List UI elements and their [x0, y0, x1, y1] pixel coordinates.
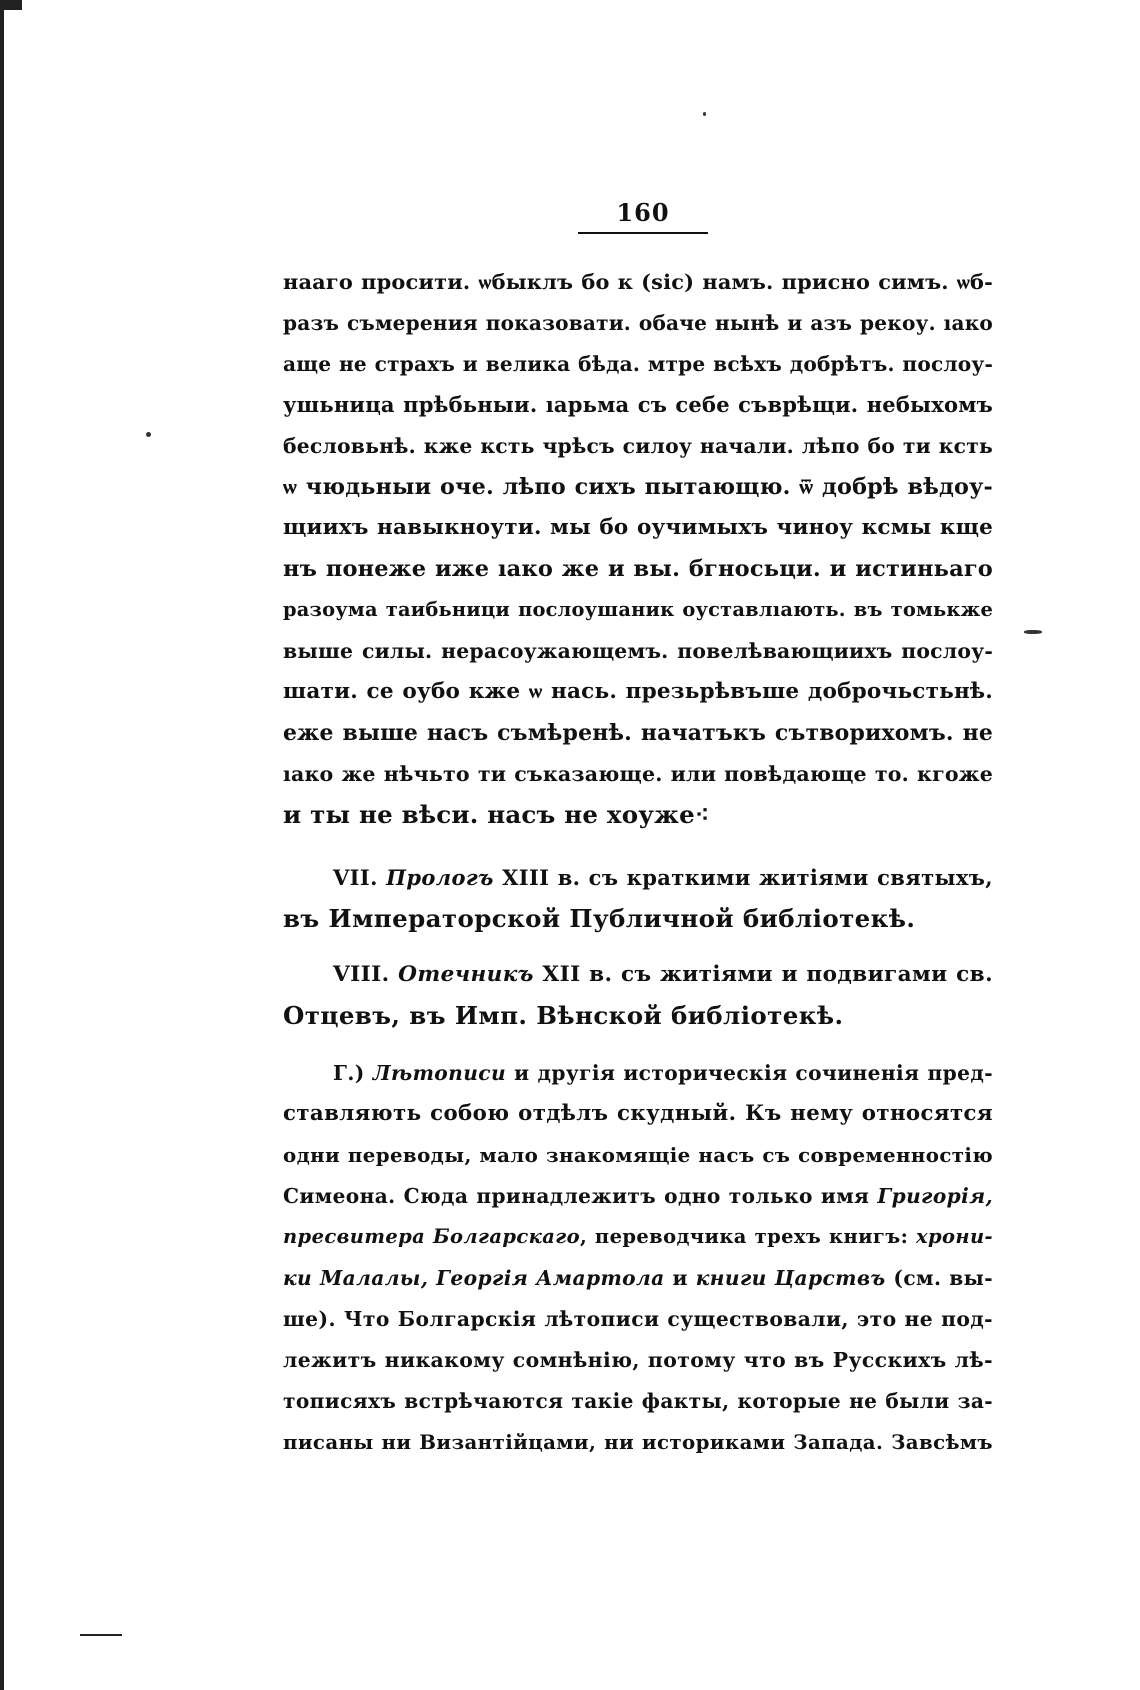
section-g-l5a: пресвитера Болгарскаго [283, 1225, 580, 1248]
section-g-marker: Г.) [333, 1061, 365, 1085]
section-g-line: ше). Что Болгарскія лѣтописи существовали, это не под- [283, 1307, 993, 1331]
section-g-line: одни переводы, мало знакомящіе насъ съ современностію [283, 1143, 993, 1167]
section-g-l4b: Григорія, [877, 1184, 993, 1208]
section-g-line-1 [333, 1053, 993, 1093]
section-g-l5b: , переводчика трехъ книгъ: [579, 1225, 916, 1248]
section-g-line: тописяхъ встрѣчаются такіе факты, которые не были за- [283, 1389, 993, 1413]
section-g-line: лежитъ никакому сомнѣнію, потому что въ Русскихъ лѣ- [283, 1348, 993, 1372]
section-g-l1rest: и другія историческія сочиненія пред- [506, 1061, 993, 1085]
section-g-line-5 [283, 1217, 993, 1257]
section-g-title: Лѣтописи [372, 1061, 507, 1085]
item-7-title: Прологъ [386, 865, 494, 890]
body-line: разъ съмерения показовати. обаче нынѣ и азъ рекоу. ıако [283, 311, 993, 335]
body-line: нааго просити. ѡбыклъ бо к (sic) намъ. присно симъ. ѡб- [283, 269, 993, 294]
item-7-numeral: VII. [333, 865, 378, 890]
item-8-line-1 [333, 955, 993, 995]
body-line: шати. се оубо кже ѡ нась. презьрѣвъше доброчьстьнѣ. [283, 679, 993, 704]
item-7-line-1 [333, 858, 993, 898]
section-g-line: писаны ни Византійцами, ни историками Запада. Завсѣмъ [283, 1430, 993, 1454]
item-8-numeral: VIII. [333, 962, 390, 987]
corner-tab [0, 0, 22, 10]
body-line: ѡ чюдьныи оче. лѣпо сихъ пытающю. ѿ добрѣ вѣдоу- [283, 474, 993, 500]
body-line: щиихъ навыкноути. мы бо оучимыхъ чиноу ксмы кще [283, 515, 993, 540]
body-line: ушьница прѣбьныи. ıарьма съ себе съврѣщи. небыхомъ [283, 392, 993, 417]
body-line: еже выше насъ съмѣренѣ. начатъкъ сътворихомъ. не [283, 720, 993, 746]
margin-dash [80, 1634, 122, 1636]
section-g-line-6 [283, 1258, 993, 1298]
section-g-l6b: и [664, 1266, 696, 1290]
body-line: нъ понеже иже ıако же и вы. бгносьци. и истиньаго [283, 556, 993, 582]
speck [703, 112, 706, 116]
item-8-rest: XII в. съ житіями и подвигами св. [533, 962, 993, 987]
section-g-line-4 [283, 1176, 993, 1216]
item-7-rest: XIII в. съ краткими житіями святыхъ, [493, 865, 993, 890]
page-number: 160 [616, 198, 670, 227]
body-line: разоума таибьници послоушаник оуставлıають. въ томькже [283, 598, 993, 621]
speck [1024, 630, 1042, 634]
section-g-l4a: Симеона. Сюда принадлежитъ одно только имя [283, 1184, 878, 1208]
left-edge-border [0, 0, 4, 1690]
body-line: ıако же нѣчьто ти съказающе. или повѣдающе то. кгоже [283, 762, 993, 786]
body-line: выше силы. нерасоужающемъ. повелѣвающиихъ послоу- [283, 639, 993, 663]
body-line-last: и ты не вѣси. насъ не хоуже⁖ [283, 800, 710, 829]
body-line: аще не страхъ и велика бѣда. мтре вcѣхъ добрѣтъ. послоу- [283, 352, 993, 376]
item-8-line-2: Отцевъ, въ Имп. Вѣнской библіотекѣ. [283, 1001, 844, 1030]
section-g-l6c: книги Царствъ [695, 1266, 886, 1290]
section-g-l6a: ки Малалы, Георгія Амартола [283, 1266, 665, 1290]
page-number-rule [578, 232, 708, 234]
item-8-title: Отечникъ [398, 962, 534, 987]
item-7-line-2: въ Императорской Публичной библіотекѣ. [283, 904, 916, 933]
body-line: бесловьнѣ. кже ксть чрѣсъ силоу начали. лѣпо бо ти ксть [283, 434, 993, 458]
section-g-line: ставляють собою отдѣлъ скудный. Къ нему относятся [283, 1101, 993, 1126]
speck [146, 432, 151, 437]
section-g-l5c: хрони- [915, 1225, 994, 1248]
section-g-l6d: (см. вы- [885, 1266, 994, 1290]
